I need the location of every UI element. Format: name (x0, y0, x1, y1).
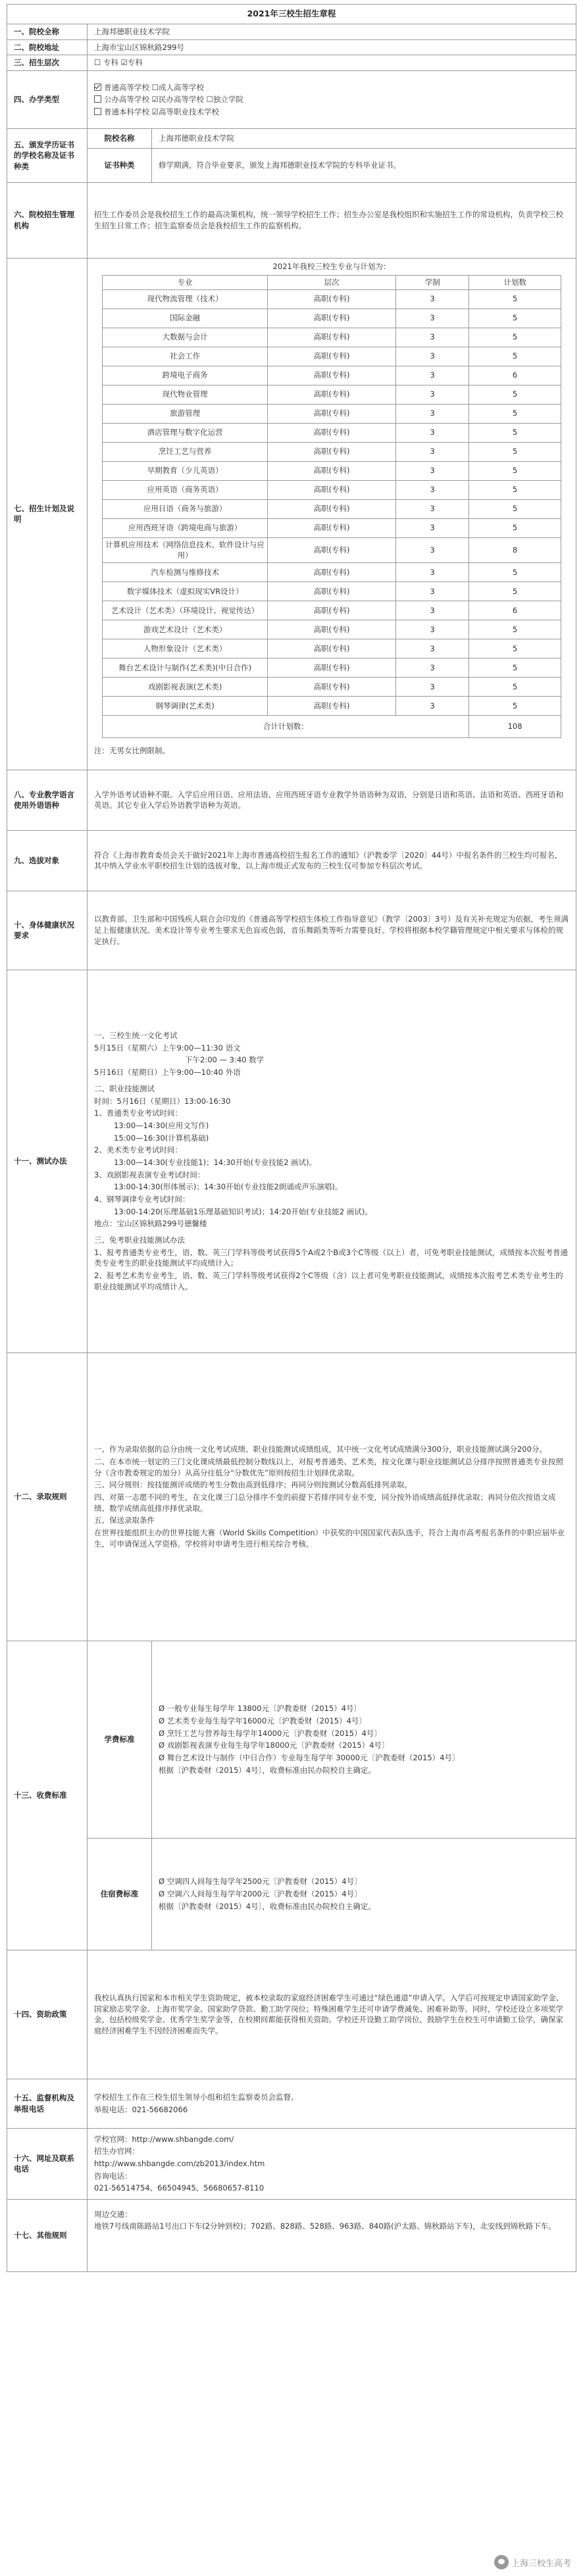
cell-level: 高职(专科) (268, 347, 396, 366)
sec9-value: 符合《上海市教育委员会关于做好2021年上海市普通高校招生报名工作的通知》（沪教委学〔2020〕44号）中报名条件的三校生均可报名，其中纳入学业水平职校招生计划的选拔对象，以上海市级正式发布的三校生仅可参加专科层次考试。 (88, 830, 576, 891)
sec9-label: 九、选拔对象 (7, 830, 88, 891)
tuition-note: 根据〔沪教委财（2015）4号〕，收费标准由民办院校自主确定。 (159, 1765, 376, 1775)
wechat-icon (494, 2555, 509, 2569)
cell-years: 3 (396, 423, 469, 442)
cell-years: 3 (396, 442, 469, 461)
sec10-value: 以教育部、卫生部和中国残疾人联合会印发的《普通高等学校招生体检工作指导意见》（教学〔2003〕3号）及有关补充规定为依据，考生须满足上报健康状况。美术设计等专业考生要求无色盲或色弱，音乐舞蹈类等听力需要良好。学校将根据本校学籍管理规定中相关要求与体检的规定执行。 (88, 891, 576, 970)
cell-years: 3 (396, 385, 469, 404)
sec11-line: 13:00-14:20(乐理基础1乐理基础知识考试)；14:20开始(专业技能2 画试)。 (114, 1206, 372, 1216)
cell-years: 3 (396, 563, 469, 582)
cell-years: 3 (396, 678, 469, 697)
cell-major: 戏剧影视表演(艺术类) (103, 678, 268, 697)
page-title: 2021年三校生招生章程 (7, 5, 576, 24)
cell-plan: 5 (469, 697, 561, 716)
sec12-line: 在世界技能组织主办的世界技能大赛（World Skills Competition）中获奖的中国国家代表队选手，符合上海市高考报名条件的中职应届毕业生，可申请保送入学资格。学校将对申请考生进行相关综合考核。 (94, 1527, 565, 1548)
cell-years: 3 (396, 366, 469, 385)
cell-major: 跨境电子商务 (103, 366, 268, 385)
sec5-row2-value: 修学期满，符合毕业要求，颁发上海邦德职业技术学院的专科毕业证书。 (152, 149, 576, 183)
sec4-label: 四、办学类型 (7, 71, 88, 129)
sec11-line: 二、职业技能测试 (94, 1083, 155, 1093)
cell-level: 高职(专科) (268, 423, 396, 442)
cell-years: 3 (396, 537, 469, 562)
sec15-text: 学校招生工作在三校生招生领导小组和招生监察委员会监督。 (94, 2093, 299, 2102)
sec3-label: 三、招生层次 (7, 55, 88, 71)
cell-level: 高职(专科) (268, 658, 396, 678)
cell-years: 3 (396, 697, 469, 716)
cell-level: 高职(专科) (268, 328, 396, 347)
sec11-line: 时间：5月16日（星期日）13:00-16:30 (94, 1096, 231, 1106)
sec11-line: 1、普通类专业考试时间： (94, 1108, 182, 1118)
sec12-value (88, 1352, 576, 1641)
sec11-label: 十一、测试办法 (7, 970, 88, 1352)
cell-major: 舞台艺术设计与制作(艺术类)(中日合作) (103, 658, 268, 678)
cell-major: 应用英语（商务英语） (103, 480, 268, 499)
checkbox-icon (94, 108, 101, 115)
sec11-line: 2、报考艺术类专业考生，语、数、英三门学科等级考试获得2个C等级（含）以上者可免考职业技能测试，成绩按本次报考艺术类专业考生的职业技能测试平均成绩计入。 (94, 1270, 563, 1291)
table-row (103, 518, 561, 537)
cell-level: 高职(专科) (268, 678, 396, 697)
cell-level: 高职(专科) (268, 518, 396, 537)
plan-note: 注：无男女比例限制。 (94, 746, 170, 756)
cell-years: 3 (396, 639, 469, 658)
cell-years: 3 (396, 461, 469, 480)
plan-table (102, 275, 561, 738)
sec14-label: 十四、资助政策 (7, 1950, 88, 2079)
sec17-value (88, 2199, 576, 2271)
watermark-text: 上海三校生高考 (511, 2558, 571, 2569)
cell-years: 3 (396, 601, 469, 620)
cell-major: 游戏艺术设计（艺术类） (103, 620, 268, 639)
cell-level: 高职(专科) (268, 639, 396, 658)
cell-plan: 5 (469, 639, 561, 658)
cell-plan: 5 (469, 620, 561, 639)
consult-phone: 021-56514754、66504945、56680657-8110 (94, 2183, 265, 2193)
cell-level: 高职(专科) (268, 309, 396, 328)
cell-plan: 5 (469, 480, 561, 499)
sec4-line: 普通高等学校 ☐成人高等学校 (104, 82, 204, 92)
cell-plan: 5 (469, 309, 561, 328)
sec16-value (88, 2128, 576, 2199)
cell-major: 数字媒体技术（虚拟现实VR设计） (103, 582, 268, 601)
sec11-line: 13:00-14:30(形体展示)；14:30开始(专业技能2朗诵或声乐演唱)。 (114, 1182, 343, 1192)
cell-level: 高职(专科) (268, 385, 396, 404)
cell-years: 3 (396, 518, 469, 537)
cell-level: 高职(专科) (268, 480, 396, 499)
cell-plan: 5 (469, 328, 561, 347)
cell-major: 人物形象设计（艺术类） (103, 639, 268, 658)
cell-plan: 5 (469, 423, 561, 442)
table-row (103, 461, 561, 480)
sec11-line: 一、三校生统一文化考试 (94, 1031, 178, 1041)
table-row (103, 404, 561, 423)
cell-years: 3 (396, 480, 469, 499)
dorm-line: Ø 空调六人间每生每学年2000元〔沪教委财（2015）4号〕 (159, 1889, 362, 1898)
sec6-value: 招生工作委员会是我校招生工作的最高决策机构，统一领导学校招生工作；招生办公室是我校组织和实施招生工作的常设机构，负责学校三校生招生日常工作；招生监察委员会是我校招生工作的监察机构。 (88, 183, 576, 259)
sec12-line: 三、同分规则：按技能测评成绩的考生分数由高到低排序；再同分则按测试分数高低排列录取。 (94, 1480, 412, 1490)
cell-plan: 8 (469, 537, 561, 562)
cell-plan: 5 (469, 582, 561, 601)
cell-major: 社会工作 (103, 347, 268, 366)
sec11-line: 4、钢琴调律专业考试时间： (94, 1194, 190, 1204)
cell-major: 烹饪工艺与营养 (103, 442, 268, 461)
cell-plan: 5 (469, 347, 561, 366)
cell-major: 旅游管理 (103, 404, 268, 423)
cell-level: 高职(专科) (268, 620, 396, 639)
cell-years: 3 (396, 620, 469, 639)
sec4-line: 普通本科学校 ☑高等职业技术学校 (104, 107, 219, 116)
sec5-label: 五、颁发学历证书的学校名称及证书种类 (7, 129, 88, 183)
sec11-line: 5月16日（星期日）上午9:00—10:40 外语 (94, 1068, 241, 1077)
dorm-line: Ø 空调四人间每生每学年2500元〔沪教委财（2015）4号〕 (159, 1877, 362, 1887)
sec12-line: 一、作为录取依据的总分由统一文化考试成绩、职业技能测试成绩组成，其中统一文化考试成绩满分300分，职业技能测试满分200分。 (94, 1445, 547, 1454)
sec14-value: 我校认真执行国家和本市相关学生资助规定，被本校录取的家庭经济困难学生可通过“绿色通道”申请入学。入学后可按规定申请国家助学金、国家励志奖学金、上海市奖学金、国家助学贷款、勤工助学岗位；特殊困难学生还可申请学费减免、困难补助等。同时，学校还设立多项奖学金，包括校级奖学金、优秀学生奖学金等，在校期间都能获得相关资助。学校还开设勤工助学岗位，鼓励学生在校生可申请勤工俭学，确保家庭经济困难学生不因经济困难而失学。 (88, 1950, 576, 2079)
table-row (103, 639, 561, 658)
sec15-label: 十五、监督机构及举报电话 (7, 2079, 88, 2128)
cell-plan: 5 (469, 404, 561, 423)
admission-link[interactable]: http://www.shbangde.com/zb2013/index.htm (94, 2158, 265, 2168)
cell-plan: 5 (469, 499, 561, 518)
sec11-line: 地点：宝山区锦秋路299号德馨楼 (94, 1219, 207, 1229)
sec12-line: 二、在本市统一划定的三门文化课成绩最低控制分数线以上，对报考普通类、艺术类，按文化课与职业技能测试总分排序按照普通类专业按照分（含市教委规定的加分）从高分往低分“分数优先”原则按招生计划择优录取。 (94, 1456, 563, 1477)
cell-years: 3 (396, 499, 469, 518)
cell-major: 国际金融 (103, 309, 268, 328)
sec12-label: 十二、录取规则 (7, 1352, 88, 1641)
sec1-label: 一、院校全称 (7, 24, 88, 40)
sec11-line: 1、报考普通类专业考生，语、数、英三门学科等级考试获得5个A或2个B或3个C等级（以上）者，可免考职业技能测试，成绩按本次报考普通类专业考生的职业技能测试平均成绩计入； (94, 1247, 569, 1268)
checkbox-icon (94, 84, 101, 91)
cell-major: 应用日语（商务与旅游） (103, 499, 268, 518)
sec11-line: 2、美术类专业考试时间： (94, 1145, 182, 1155)
sec2-label: 二、院校地址 (7, 39, 88, 55)
cell-major: 酒店管理与数字化运营 (103, 423, 268, 442)
sec5-row1-value: 上海邦德职业技术学院 (152, 129, 576, 149)
cell-plan: 5 (469, 518, 561, 537)
sec13-label: 十三、收费标准 (7, 1641, 88, 1950)
cell-level: 高职(专科) (268, 601, 396, 620)
table-row (103, 499, 561, 518)
tuition-line: Ø 烹饪工艺与营养每生每学年14000元〔沪教委财（2015）4号〕 (159, 1728, 382, 1738)
cell-major: 大数据与会计 (103, 328, 268, 347)
sec1-value: 上海邦德职业技术学院 (88, 24, 576, 40)
table-row (103, 385, 561, 404)
cell-major: 现代物流管理（技术） (103, 289, 268, 309)
cell-years: 3 (396, 309, 469, 328)
cell-years: 3 (396, 328, 469, 347)
sec12-line: 四、对第一志愿不同的考生，在文化课三门总分排序不变的前提下若排序同专业不变，同分按外语成绩高低择优录取；再同分依次按语文成绩、数学成绩高低排序择优录取。 (94, 1492, 556, 1513)
table-row (103, 423, 561, 442)
cell-years: 3 (396, 658, 469, 678)
cell-level: 高职(专科) (268, 697, 396, 716)
sec10-label: 十、身体健康状况要求 (7, 891, 88, 970)
total-label: 合计计划数： (103, 716, 469, 738)
sec4-value (88, 71, 576, 129)
cell-level: 高职(专科) (268, 537, 396, 562)
cell-plan: 5 (469, 678, 561, 697)
charter-table (7, 4, 576, 2272)
cell-level: 高职(专科) (268, 499, 396, 518)
cell-plan: 5 (469, 442, 561, 461)
cell-plan: 6 (469, 601, 561, 620)
header-years: 学制 (396, 275, 469, 289)
table-row (103, 289, 561, 309)
cell-level: 高职(专科) (268, 461, 396, 480)
sec11-line: 下午2:00 — 3:40 数学 (185, 1055, 265, 1065)
tuition-label: 学费标准 (88, 1641, 152, 1838)
tuition-line: Ø 戏剧影视表演专业每生每学年18000元〔沪教委财（2015）4号〕 (159, 1741, 390, 1750)
cell-years: 3 (396, 404, 469, 423)
sec16-line: 咨询电话： (94, 2171, 132, 2181)
sec16-line: 招生办官网： (94, 2146, 139, 2156)
dorm-note: 根据〔沪教委财（2015）4号〕，收费标准由民办院校自主确定。 (159, 1901, 376, 1911)
cell-major: 现代物业管理 (103, 385, 268, 404)
sec3-value: ☐ 专科 ☑专科 (88, 55, 576, 71)
plan-rows (103, 289, 561, 715)
sec7-content (88, 259, 576, 770)
plan-caption: 2021年我校三校生专业与计划为： (272, 262, 391, 272)
tuition-value (152, 1641, 576, 1838)
sec6-label: 六、院校招生管理机构 (7, 183, 88, 259)
cell-major: 计算机应用技术（网络信息技术、软件设计与应用） (103, 537, 268, 562)
sec5-row1-label: 院校名称 (88, 129, 152, 149)
sec15-value (88, 2079, 576, 2128)
sec3-text: 专科 ☑专科 (103, 58, 143, 68)
cell-plan: 5 (469, 461, 561, 480)
checkbox-icon (94, 95, 101, 103)
cell-level: 高职(专科) (268, 582, 396, 601)
cell-major: 艺术设计（艺术类）（环境设计、视觉传达） (103, 601, 268, 620)
sec8-value: 入学外语考试语种不限。入学后应用日语、应用法语、应用西班牙语专业教学外语语种为双语，分别是日语和英语、法语和英语、西班牙语和英语。其它专业入学后外语教学语种为英语。 (88, 770, 576, 830)
cell-years: 3 (396, 289, 469, 309)
cell-plan: 5 (469, 289, 561, 309)
table-row (103, 697, 561, 716)
table-row (103, 601, 561, 620)
cell-level: 高职(专科) (268, 404, 396, 423)
sec5-row2-label: 证书种类 (88, 149, 152, 183)
report-phone: 举报电话：021-56682066 (94, 2104, 188, 2114)
sec7-label: 七、招生计划及说明 (7, 259, 88, 770)
sec17-line: 地铁7号线南陈路站1号出口下车(2分钟到校)；702路、828路、528路、963路、840路(沪太路、锦秋路站下车)，北安线到锦秋路下车。 (94, 2221, 556, 2231)
tuition-line: Ø 艺术类专业每生每学年16000元〔沪教委财（2015）4号〕 (159, 1716, 367, 1725)
watermark (494, 2555, 571, 2569)
tuition-line: Ø 舞台艺术设计与制作（中日合作）专业每生每学年 30000元〔沪教委财（2015）4号〕 (159, 1752, 460, 1762)
cell-level: 高职(专科) (268, 289, 396, 309)
table-row (103, 563, 561, 582)
cell-years: 3 (396, 347, 469, 366)
header-plan: 计划数 (469, 275, 561, 289)
table-row (103, 328, 561, 347)
table-row (103, 480, 561, 499)
cell-plan: 6 (469, 366, 561, 385)
admission-charter (7, 4, 576, 2272)
cell-plan: 5 (469, 563, 561, 582)
table-row (103, 537, 561, 562)
sec4-line: 公办高等学校 ☑民办高等学校 ☐独立学院 (104, 95, 243, 105)
sec2-value: 上海市宝山区锦秋路299号 (88, 39, 576, 55)
table-row (103, 658, 561, 678)
dorm-label: 住宿费标准 (88, 1838, 152, 1950)
sec17-line: 周边交通： (94, 2209, 132, 2219)
tuition-line: Ø 一般专业每生每学年 13800元〔沪教委财（2015）4号〕 (159, 1704, 362, 1714)
table-row (103, 442, 561, 461)
dorm-value (152, 1838, 576, 1950)
cell-major: 汽车检测与维修技术 (103, 563, 268, 582)
cell-years: 3 (396, 582, 469, 601)
sec8-label: 八、专业教学语言使用外语语种 (7, 770, 88, 830)
total-value: 108 (469, 716, 561, 738)
cell-major: 早期教育（少儿英语） (103, 461, 268, 480)
cell-plan: 5 (469, 385, 561, 404)
sec12-line: 五、保送录取条件 (94, 1516, 155, 1525)
sec17-label: 十七、其他规则 (7, 2199, 88, 2271)
header-level: 层次 (268, 275, 396, 289)
sec16-label: 十六、网址及联系电话 (7, 2128, 88, 2199)
cell-level: 高职(专科) (268, 366, 396, 385)
table-row (103, 582, 561, 601)
table-row (103, 366, 561, 385)
sec11-line: 15:00—16:30(计算机基础) (114, 1133, 209, 1143)
sec11-line: 5月15日（星期六）上午9:00—11:30 语文 (94, 1043, 241, 1053)
cell-level: 高职(专科) (268, 442, 396, 461)
table-row (103, 678, 561, 697)
cell-major: 应用西班牙语（跨境电商与旅游） (103, 518, 268, 537)
sec11-line: 13:00—14:30(应用文写作) (114, 1120, 209, 1130)
table-row (103, 309, 561, 328)
sec11-line: 三、免考职业技能测试办法 (94, 1235, 185, 1245)
header-major: 专业 (103, 275, 268, 289)
website-link[interactable]: 学校官网：http://www.shbangde.com/ (94, 2134, 234, 2144)
sec11-value (88, 970, 576, 1352)
sec11-line: 3、戏剧影视表演专业考试时间： (94, 1170, 205, 1179)
cell-major: 钢琴调律(艺术类) (103, 697, 268, 716)
cell-plan: 5 (469, 658, 561, 678)
table-row (103, 620, 561, 639)
table-row (103, 347, 561, 366)
cell-level: 高职(专科) (268, 563, 396, 582)
sec11-line: 13:00—14:30(专业技能1)；14:30开始(专业技能2 画试)。 (114, 1157, 317, 1167)
